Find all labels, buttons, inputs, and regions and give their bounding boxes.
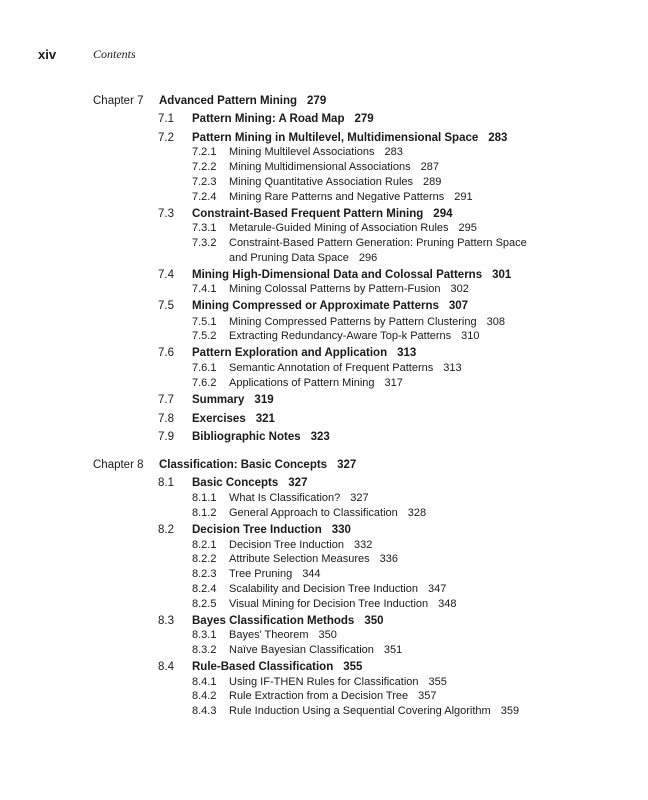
- subsection-page: 344: [302, 568, 321, 580]
- subsection-title: Using IF-THEN Rules for Classification 355: [229, 676, 447, 688]
- section-page: 301: [492, 269, 512, 281]
- section-title: Decision Tree Induction 330: [192, 524, 351, 536]
- subsection-number: 8.1.1: [192, 492, 217, 504]
- subsection-title: Metarule-Guided Mining of Association Rules 295: [229, 222, 477, 234]
- subsection-page: 283: [384, 146, 403, 158]
- subsection-page: 332: [353, 539, 373, 551]
- subsection-page: 328: [407, 507, 427, 519]
- subsection-page: 351: [383, 644, 403, 656]
- subsection-page: 317: [384, 377, 403, 389]
- subsection-number: 7.3.2: [192, 237, 217, 249]
- section-page: 323: [310, 431, 330, 443]
- section-title: Exercises 321: [192, 413, 275, 425]
- section-number: 7.8: [158, 413, 174, 425]
- subsection-title: General Approach to Classification 328: [229, 507, 427, 519]
- section-number: 7.1: [158, 113, 174, 125]
- section-title: Bibliographic Notes 323: [192, 431, 330, 443]
- chapter-label: Chapter 8: [93, 459, 144, 471]
- section-title: Rule-Based Classification 355: [192, 661, 363, 673]
- subsection-title: Visual Mining for Decision Tree Induction 348: [229, 598, 457, 610]
- chapter-page: 327: [337, 459, 357, 471]
- section-title: Pattern Mining: A Road Map 279: [192, 113, 374, 125]
- subsection-page: 347: [427, 583, 447, 595]
- subsection-number: 8.2.3: [192, 568, 217, 580]
- section-number: 7.9: [158, 431, 174, 443]
- subsection-page: 296: [358, 252, 378, 264]
- subsection-page: 289: [423, 176, 442, 188]
- subsection-title: Scalability and Decision Tree Induction 347: [229, 583, 447, 595]
- subsection-number: 8.4.1: [192, 676, 217, 688]
- section-title: Pattern Mining in Multilevel, Multidimensional Space 283: [192, 132, 508, 144]
- subsection-number: 7.5.2: [192, 330, 217, 342]
- subsection-number: 7.6.1: [192, 362, 217, 374]
- chapter-title: Classification: Basic Concepts 327: [159, 459, 357, 471]
- subsection-number: 7.3.1: [192, 222, 217, 234]
- page-number: xiv: [38, 47, 57, 62]
- section-title: Pattern Exploration and Application 313: [192, 347, 417, 359]
- subsection-title: Mining Multilevel Associations 283: [229, 146, 403, 158]
- section-number: 7.5: [158, 300, 174, 312]
- section-page: 279: [354, 113, 374, 125]
- section-title: Basic Concepts 327: [192, 477, 308, 489]
- subsection-number: 7.4.1: [192, 283, 217, 295]
- section-number: 7.3: [158, 208, 174, 220]
- section-title: Constraint-Based Frequent Pattern Mining 294: [192, 208, 453, 220]
- chapter-page: 279: [307, 95, 327, 107]
- subsection-title: Constraint-Based Pattern Generation: Pruning Pattern Space: [229, 237, 527, 249]
- subsection-number: 8.2.5: [192, 598, 217, 610]
- subsection-number: 7.2.1: [192, 146, 217, 158]
- subsection-number: 8.2.4: [192, 583, 217, 595]
- section-number: 7.2: [158, 132, 174, 144]
- section-title: Summary 319: [192, 394, 274, 406]
- subsection-page: 302: [450, 283, 469, 295]
- section-number: 8.2: [158, 524, 174, 536]
- chapter-label: Chapter 7: [93, 95, 144, 107]
- section-number: 7.6: [158, 347, 174, 359]
- subsection-title: Mining Quantitative Association Rules 289: [229, 176, 442, 188]
- chapter-title: Advanced Pattern Mining 279: [159, 95, 327, 107]
- subsection-title: Decision Tree Induction 332: [229, 539, 373, 551]
- section-page: 313: [397, 347, 417, 359]
- subsection-number: 7.5.1: [192, 316, 217, 328]
- subsection-number: 7.2.4: [192, 191, 217, 203]
- section-number: 8.1: [158, 477, 174, 489]
- subsection-number: 8.4.2: [192, 690, 217, 702]
- subsection-page: 348: [438, 598, 457, 610]
- subsection-title: Bayes' Theorem 350: [229, 629, 337, 641]
- section-page: 327: [288, 477, 308, 489]
- section-number: 8.3: [158, 615, 174, 627]
- section-page: 307: [448, 300, 469, 312]
- subsection-title: Semantic Annotation of Frequent Patterns 313: [229, 362, 462, 374]
- subsection-title: What Is Classification? 327: [229, 492, 369, 504]
- section-number: 7.4: [158, 269, 174, 281]
- subsection-number: 8.2.2: [192, 553, 217, 565]
- section-number: 8.4: [158, 661, 174, 673]
- subsection-page: 310: [461, 330, 480, 342]
- subsection-number: 8.1.2: [192, 507, 217, 519]
- subsection-title: Extracting Redundancy-Aware Top-k Patterns 310: [229, 330, 480, 342]
- section-page: 283: [488, 132, 508, 144]
- subsection-page: 313: [443, 362, 462, 374]
- subsection-title: Mining Colossal Patterns by Pattern-Fusion 302: [229, 283, 469, 295]
- subsection-page: 287: [420, 161, 439, 173]
- subsection-title: and Pruning Data Space 296: [229, 252, 378, 264]
- subsection-page: 359: [500, 705, 520, 717]
- running-title: Contents: [93, 47, 136, 61]
- section-number: 7.7: [158, 394, 174, 406]
- subsection-title: Mining Multidimensional Associations 287: [229, 161, 439, 173]
- subsection-number: 7.2.2: [192, 161, 217, 173]
- subsection-page: 291: [454, 191, 473, 203]
- section-page: 319: [254, 394, 274, 406]
- subsection-page: 327: [350, 492, 369, 504]
- section-title: Bayes Classification Methods 350: [192, 615, 384, 627]
- section-page: 330: [331, 524, 351, 536]
- subsection-number: 8.3.1: [192, 629, 217, 641]
- subsection-number: 7.6.2: [192, 377, 217, 389]
- subsection-title: Attribute Selection Measures 336: [229, 553, 398, 565]
- section-page: 350: [364, 615, 384, 627]
- subsection-number: 8.2.1: [192, 539, 217, 551]
- subsection-page: 357: [418, 690, 437, 702]
- subsection-title: Mining Compressed Patterns by Pattern Clustering 308: [229, 316, 505, 328]
- subsection-page: 295: [458, 222, 477, 234]
- subsection-page: 336: [379, 553, 398, 565]
- subsection-page: 350: [318, 629, 337, 641]
- subsection-number: 8.3.2: [192, 644, 217, 656]
- subsection-title: Rule Induction Using a Sequential Covering Algorithm 359: [229, 705, 520, 717]
- section-page: 355: [343, 661, 363, 673]
- subsection-title: Rule Extraction from a Decision Tree 357: [229, 690, 437, 702]
- subsection-title: Naïve Bayesian Classification 351: [229, 644, 403, 656]
- subsection-title: Applications of Pattern Mining 317: [229, 377, 403, 389]
- section-page: 321: [255, 413, 275, 425]
- subsection-page: 308: [486, 316, 505, 328]
- subsection-number: 7.2.3: [192, 176, 217, 188]
- subsection-page: 355: [428, 676, 447, 688]
- section-page: 294: [433, 208, 453, 220]
- subsection-number: 8.4.3: [192, 705, 217, 717]
- section-title: Mining Compressed or Approximate Patterns 307: [192, 300, 469, 312]
- subsection-title: Mining Rare Patterns and Negative Patterns 291: [229, 191, 473, 203]
- subsection-title: Tree Pruning 344: [229, 568, 321, 580]
- section-title: Mining High-Dimensional Data and Colossal Patterns 301: [192, 269, 512, 281]
